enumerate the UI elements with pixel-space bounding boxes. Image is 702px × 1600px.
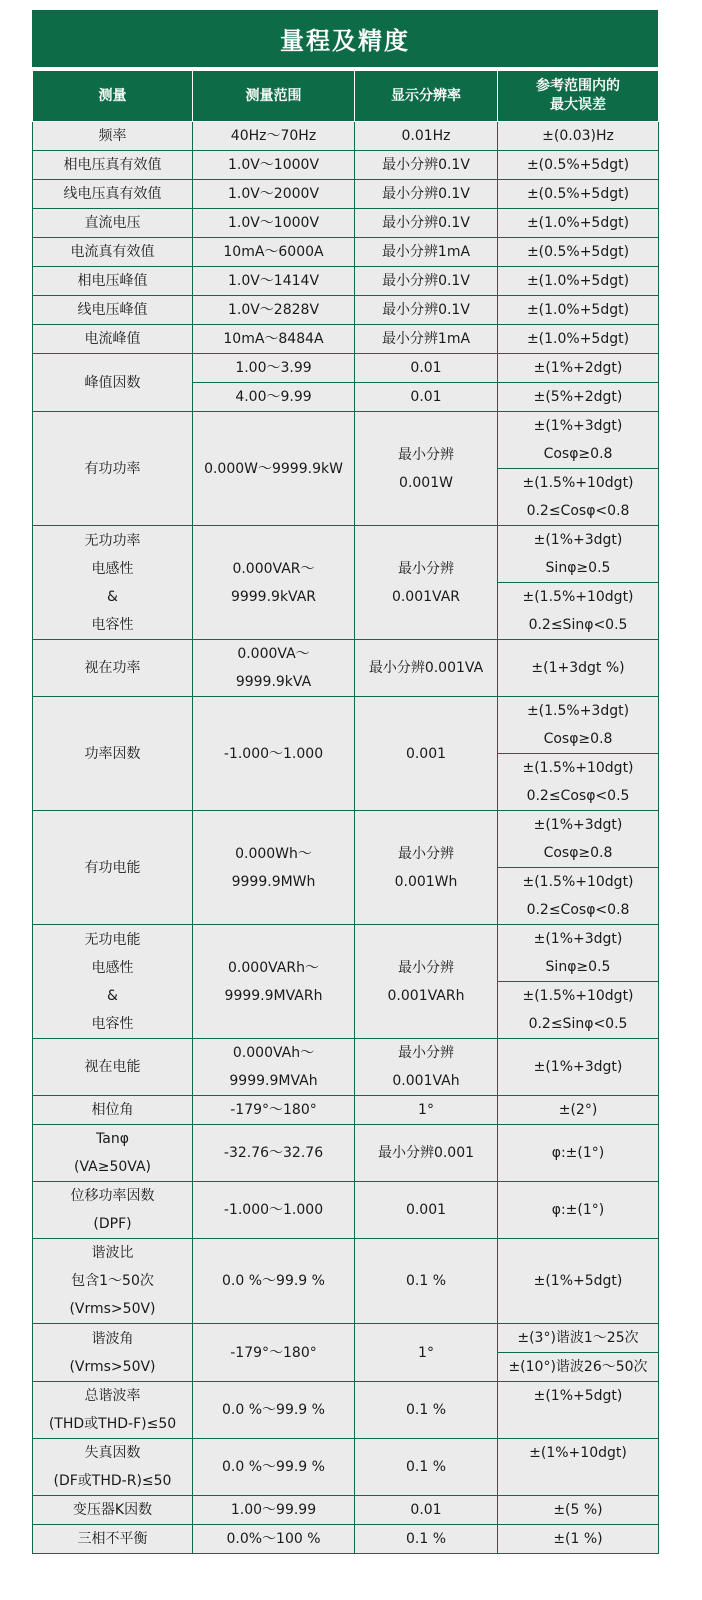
- resolution-cell: [355, 151, 498, 180]
- resolution-cell: [355, 925, 498, 1039]
- measurement-cell: [33, 1439, 193, 1496]
- resolution-cell: [355, 1439, 498, 1496]
- resolution-cell: [355, 1039, 498, 1096]
- cell-text: 0.001W: [399, 474, 453, 491]
- cell-text: 包含1～50次: [71, 1273, 154, 1289]
- range-cell: [193, 1525, 355, 1554]
- cell-text: ±(1.5%+10dgt): [522, 760, 634, 776]
- measurement-cell: [33, 697, 193, 811]
- cell-text: ±(1.5%+10dgt): [522, 988, 634, 1004]
- cell-text: 9999.9MWh: [231, 873, 316, 890]
- cell-text: ±(1.5%+10dgt): [522, 475, 634, 491]
- header-label: 显示分辨率: [391, 87, 461, 104]
- cell-text: Cosφ≥0.8: [543, 845, 613, 861]
- error-cell: [498, 811, 659, 868]
- error-cell: [498, 325, 659, 354]
- cell-text: 9999.9kVAR: [230, 588, 317, 605]
- cell-text: ±(0.5%+5dgt): [526, 186, 630, 202]
- table-row: [33, 1096, 659, 1125]
- table-row: [33, 1239, 659, 1324]
- cell-text: 视在功率: [84, 660, 141, 676]
- cell-text: 相电压峰值: [77, 273, 148, 289]
- table-row: [33, 1125, 659, 1182]
- cell-text: ±(1 %): [553, 1531, 603, 1547]
- cell-text: 0.1 %: [405, 1459, 447, 1475]
- cell-text: ±(2°): [558, 1102, 598, 1118]
- cell-text: 电感性: [91, 560, 134, 577]
- cell-text: (DPF): [93, 1216, 132, 1232]
- cell-text: 1.00～3.99: [235, 360, 312, 376]
- cell-text: 0.000VA～: [237, 646, 310, 662]
- cell-text: 0.2≤Sinφ<0.5: [528, 1016, 628, 1032]
- cell-text: 0.001VAR: [391, 588, 461, 605]
- header-range: [193, 71, 355, 122]
- cell-text: 1.0V～1414V: [227, 273, 320, 289]
- error-cell: [498, 296, 659, 325]
- measurement-cell: [33, 180, 193, 209]
- cell-text: 1.0V～2000V: [227, 186, 320, 202]
- cell-text: 0.2≤Cosφ<0.8: [526, 902, 630, 918]
- error-cell: [498, 209, 659, 238]
- cell-text: 9999.9MVAh: [229, 1073, 318, 1089]
- table-row: [33, 1039, 659, 1096]
- resolution-cell: [355, 122, 498, 151]
- cell-text: 谐波角: [91, 1330, 134, 1347]
- error-cell: [498, 925, 659, 982]
- resolution-cell: [355, 1096, 498, 1125]
- cell-text: 1.0V～2828V: [227, 302, 320, 318]
- cell-text: 线电压峰值: [77, 302, 148, 318]
- cell-text: 0.000VAh～: [232, 1045, 315, 1061]
- range-cell: [193, 1182, 355, 1239]
- cell-text: (DF或THD-R)≤50: [53, 1473, 172, 1489]
- cell-text: 最小分辨: [398, 845, 454, 862]
- page-title: 量程及精度: [32, 10, 658, 67]
- cell-text: 最小分辨: [398, 1045, 454, 1061]
- cell-text: 0.2≤Cosφ<0.8: [526, 503, 630, 519]
- cell-text: ±(10°)谐波26～50次: [508, 1359, 648, 1375]
- cell-text: 线电压真有效值: [63, 186, 162, 202]
- measurement-cell: [33, 526, 193, 640]
- cell-text: 0.001VAh: [392, 1073, 460, 1089]
- error-cell: [498, 1382, 659, 1439]
- table-row: [33, 209, 659, 238]
- range-cell: [193, 1324, 355, 1382]
- header-label: 参考范围内的: [536, 78, 620, 94]
- range-cell: [193, 122, 355, 151]
- measurement-cell: [33, 925, 193, 1039]
- cell-text: 相电压真有效值: [63, 157, 162, 173]
- cell-text: [501, 1467, 655, 1495]
- range-cell: [193, 412, 355, 526]
- error-cell: [498, 1353, 659, 1382]
- cell-text: Sinφ≥0.5: [545, 560, 611, 576]
- table-row: [33, 151, 659, 180]
- measurement-cell: [33, 238, 193, 267]
- cell-text: ±(1.0%+5dgt): [526, 273, 630, 289]
- cell-text: 功率因数: [84, 745, 141, 762]
- measurement-cell: [33, 640, 193, 697]
- range-cell: [193, 325, 355, 354]
- range-cell: [193, 1382, 355, 1439]
- range-cell: [193, 151, 355, 180]
- cell-text: 视在电能: [84, 1059, 141, 1075]
- header-row: [33, 71, 659, 122]
- cell-text: ±(1.0%+5dgt): [526, 215, 630, 231]
- resolution-cell: [355, 412, 498, 526]
- cell-text: 最小分辨0.1V: [382, 186, 470, 202]
- range-cell: [193, 811, 355, 925]
- range-cell: [193, 697, 355, 811]
- error-cell: [498, 526, 659, 583]
- range-cell: [193, 383, 355, 412]
- header-resolution: [355, 71, 498, 122]
- cell-text: 0.001VARh: [387, 987, 465, 1004]
- cell-text: -1.000～1.000: [223, 745, 324, 762]
- cell-text: 有功功率: [84, 460, 141, 477]
- cell-text: 9999.9MVARh: [224, 987, 323, 1004]
- cell-text: 有功电能: [84, 859, 141, 876]
- error-cell: [498, 1439, 659, 1496]
- cell-text: ±(1%+3dgt): [533, 931, 623, 947]
- cell-text: 相位角: [91, 1102, 134, 1118]
- cell-text: 总谐波率: [84, 1388, 141, 1404]
- header-label: 测量范围: [245, 87, 302, 104]
- resolution-cell: [355, 1125, 498, 1182]
- cell-text: 0.001: [405, 1202, 447, 1218]
- table-row: [33, 354, 659, 383]
- cell-text: ±(1%+5dgt): [533, 1388, 623, 1404]
- cell-text: 1.00～99.99: [230, 1502, 317, 1518]
- table-row: [33, 180, 659, 209]
- range-cell: [193, 1125, 355, 1182]
- measurement-cell: [33, 151, 193, 180]
- error-cell: [498, 1096, 659, 1125]
- error-cell: [498, 151, 659, 180]
- header-max-error: [498, 71, 659, 122]
- error-cell: [498, 180, 659, 209]
- cell-text: Cosφ≥0.8: [543, 446, 613, 462]
- cell-text: ±(1%+3dgt): [533, 532, 623, 548]
- cell-text: 0.000W～9999.9kW: [204, 460, 343, 477]
- error-cell: [498, 1239, 659, 1324]
- cell-text: 10mA～8484A: [223, 331, 324, 347]
- cell-text: 无功电能: [84, 931, 141, 948]
- cell-text: 0.1 %: [405, 1273, 447, 1289]
- error-cell: [498, 469, 659, 526]
- resolution-cell: [355, 267, 498, 296]
- error-cell: [498, 412, 659, 469]
- range-cell: [193, 925, 355, 1039]
- cell-text: ±(1.5%+10dgt): [522, 589, 634, 605]
- cell-text: ±(1%+2dgt): [533, 360, 623, 376]
- table-row: [33, 296, 659, 325]
- resolution-cell: [355, 697, 498, 811]
- cell-text: 最小分辨0.001VA: [368, 660, 484, 676]
- resolution-cell: [355, 1382, 498, 1439]
- error-cell: [498, 1182, 659, 1239]
- cell-text: 频率: [98, 128, 127, 144]
- resolution-cell: [355, 1525, 498, 1554]
- range-cell: [193, 296, 355, 325]
- table-row: [33, 1182, 659, 1239]
- cell-text: (Vrms>50V): [69, 1358, 156, 1375]
- measurement-cell: [33, 122, 193, 151]
- cell-text: Tanφ: [96, 1131, 129, 1147]
- table-row: [33, 1439, 659, 1496]
- resolution-cell: [355, 811, 498, 925]
- cell-text: Sinφ≥0.5: [545, 959, 611, 975]
- error-cell: [498, 1324, 659, 1353]
- resolution-cell: [355, 1496, 498, 1525]
- cell-text: 0.001Wh: [394, 873, 458, 890]
- cell-text: 三相不平衡: [77, 1531, 148, 1547]
- table-row: [33, 526, 659, 583]
- cell-text: &: [107, 588, 118, 605]
- cell-text: -1.000～1.000: [223, 1202, 324, 1218]
- measurement-cell: [33, 1039, 193, 1096]
- resolution-cell: [355, 180, 498, 209]
- range-cell: [193, 238, 355, 267]
- cell-text: 最小分辨0.001: [377, 1145, 475, 1161]
- cell-text: ±(1%+3dgt): [533, 418, 623, 434]
- table-row: [33, 811, 659, 868]
- measurement-cell: [33, 1382, 193, 1439]
- table-row: [33, 1525, 659, 1554]
- error-cell: [498, 982, 659, 1039]
- error-cell: [498, 1496, 659, 1525]
- error-cell: [498, 868, 659, 925]
- range-cell: [193, 526, 355, 640]
- cell-text: 电容性: [91, 1015, 134, 1032]
- measurement-cell: [33, 209, 193, 238]
- cell-text: 直流电压: [84, 215, 141, 231]
- range-cell: [193, 354, 355, 383]
- cell-text: 最小分辨: [398, 959, 454, 976]
- cell-text: 电流真有效值: [70, 244, 155, 260]
- cell-text: 电流峰值: [84, 331, 141, 347]
- cell-text: 无功功率: [84, 532, 141, 549]
- cell-text: 电感性: [91, 959, 134, 976]
- cell-text: 峰值因数: [84, 374, 141, 391]
- cell-text: ±(1+3dgt %): [531, 660, 625, 676]
- cell-text: 1.0V～1000V: [227, 157, 320, 173]
- spec-sheet: [32, 10, 658, 1554]
- measurement-cell: [33, 1525, 193, 1554]
- cell-text: -32.76～32.76: [223, 1145, 324, 1161]
- cell-text: 1.0V～1000V: [227, 215, 320, 231]
- header-label: 测量: [98, 87, 127, 104]
- cell-text: 变压器K因数: [72, 1502, 153, 1518]
- table-row: [33, 1324, 659, 1353]
- table-row: [33, 325, 659, 354]
- cell-text: 最小分辨: [398, 560, 454, 577]
- cell-text: Cosφ≥0.8: [543, 731, 613, 747]
- cell-text: 谐波比: [91, 1245, 134, 1261]
- measurement-cell: [33, 811, 193, 925]
- cell-text: 0.0 %～99.9 %: [222, 1402, 325, 1418]
- measurement-cell: [33, 267, 193, 296]
- measurement-cell: [33, 1496, 193, 1525]
- cell-text: ±(5%+2dgt): [533, 389, 623, 405]
- cell-text: ±(1.0%+5dgt): [526, 302, 630, 318]
- measurement-cell: [33, 1239, 193, 1324]
- cell-text: 最小分辨1mA: [381, 331, 471, 347]
- cell-text: 1°: [418, 1344, 434, 1361]
- table-row: [33, 412, 659, 469]
- range-cell: [193, 1439, 355, 1496]
- cell-text: ±(1.5%+10dgt): [522, 874, 634, 890]
- measurement-cell: [33, 412, 193, 526]
- cell-text: (VA≥50VA): [74, 1159, 151, 1175]
- range-cell: [193, 1496, 355, 1525]
- cell-text: φ:±(1°): [551, 1145, 605, 1161]
- cell-text: [501, 1410, 655, 1438]
- cell-text: 0.2≤Sinφ<0.5: [528, 617, 628, 633]
- measurement-cell: [33, 296, 193, 325]
- resolution-cell: [355, 383, 498, 412]
- cell-text: ±(0.5%+5dgt): [526, 157, 630, 173]
- resolution-cell: [355, 209, 498, 238]
- cell-text: 最小分辨0.1V: [382, 302, 470, 318]
- cell-text: 0.01: [410, 1502, 442, 1518]
- cell-text: φ:±(1°): [551, 1202, 605, 1218]
- cell-text: (Vrms>50V): [69, 1301, 156, 1317]
- cell-text: ±(1.5%+3dgt): [526, 703, 630, 719]
- cell-text: 9999.9kVA: [235, 674, 312, 690]
- cell-text: ±(0.5%+5dgt): [526, 244, 630, 260]
- cell-text: 0.000VAR～: [232, 560, 315, 577]
- resolution-cell: [355, 1324, 498, 1382]
- header-label: 最大误差: [550, 97, 606, 113]
- cell-text: 10mA～6000A: [223, 244, 324, 260]
- error-cell: [498, 583, 659, 640]
- cell-text: 0.1 %: [405, 1531, 447, 1547]
- table-row: [33, 697, 659, 754]
- cell-text: 0.0%～100 %: [226, 1531, 321, 1547]
- cell-text: 0.0 %～99.9 %: [222, 1459, 325, 1475]
- measurement-cell: [33, 325, 193, 354]
- cell-text: 电容性: [91, 616, 134, 633]
- range-cell: [193, 1239, 355, 1324]
- error-cell: [498, 238, 659, 267]
- cell-text: 0.01: [410, 360, 442, 376]
- table-row: [33, 238, 659, 267]
- cell-text: 0.2≤Cosφ<0.5: [526, 788, 630, 804]
- cell-text: ±(1%+3dgt): [533, 1059, 623, 1075]
- cell-text: ±(5 %): [553, 1502, 603, 1518]
- table-row: [33, 267, 659, 296]
- cell-text: 最小分辨1mA: [381, 244, 471, 260]
- error-cell: [498, 1039, 659, 1096]
- cell-text: -179°～180°: [230, 1344, 317, 1361]
- resolution-cell: [355, 1239, 498, 1324]
- range-cell: [193, 267, 355, 296]
- cell-text: ±(1%+5dgt): [533, 1273, 623, 1289]
- cell-text: ±(1%+10dgt): [529, 1445, 627, 1461]
- resolution-cell: [355, 325, 498, 354]
- spec-table: [32, 70, 659, 1554]
- cell-text: 0.01: [410, 389, 442, 405]
- cell-text: 1°: [418, 1102, 434, 1118]
- header-measurement: [33, 71, 193, 122]
- error-cell: [498, 267, 659, 296]
- range-cell: [193, 180, 355, 209]
- resolution-cell: [355, 526, 498, 640]
- resolution-cell: [355, 238, 498, 267]
- cell-text: 0.000Wh～: [235, 845, 312, 862]
- range-cell: [193, 209, 355, 238]
- table-body: [33, 122, 659, 1554]
- resolution-cell: [355, 640, 498, 697]
- resolution-cell: [355, 1182, 498, 1239]
- cell-text: -179°～180°: [230, 1102, 317, 1118]
- measurement-cell: [33, 1324, 193, 1382]
- cell-text: (THD或THD-F)≤50: [48, 1416, 177, 1432]
- table-row: [33, 122, 659, 151]
- error-cell: [498, 640, 659, 697]
- error-cell: [498, 122, 659, 151]
- error-cell: [498, 354, 659, 383]
- cell-text: &: [107, 987, 118, 1004]
- cell-text: 最小分辨0.1V: [382, 215, 470, 231]
- cell-text: 0.001: [405, 745, 447, 762]
- resolution-cell: [355, 354, 498, 383]
- cell-text: 40Hz～70Hz: [230, 128, 317, 144]
- error-cell: [498, 697, 659, 754]
- cell-text: 0.0 %～99.9 %: [222, 1273, 325, 1289]
- table-row: [33, 640, 659, 697]
- cell-text: 失真因数: [84, 1445, 141, 1461]
- cell-text: ±(1%+3dgt): [533, 817, 623, 833]
- measurement-cell: [33, 1125, 193, 1182]
- cell-text: 最小分辨: [398, 446, 454, 463]
- error-cell: [498, 1525, 659, 1554]
- cell-text: ±(0.03)Hz: [542, 128, 614, 144]
- cell-text: 位移功率因数: [70, 1188, 155, 1204]
- table-header: [33, 71, 659, 122]
- cell-text: 0.1 %: [405, 1402, 447, 1418]
- table-row: [33, 1496, 659, 1525]
- error-cell: [498, 754, 659, 811]
- range-cell: [193, 1096, 355, 1125]
- cell-text: 最小分辨0.1V: [382, 273, 470, 289]
- cell-text: 4.00～9.99: [235, 389, 312, 405]
- resolution-cell: [355, 296, 498, 325]
- cell-text: ±(3°)谐波1～25次: [517, 1330, 639, 1346]
- measurement-cell: [33, 354, 193, 412]
- cell-text: 0.01Hz: [401, 128, 451, 144]
- measurement-cell: [33, 1182, 193, 1239]
- table-row: [33, 925, 659, 982]
- cell-text: 0.000VARh～: [228, 959, 319, 976]
- error-cell: [498, 383, 659, 412]
- cell-text: 最小分辨0.1V: [382, 157, 470, 173]
- cell-text: ±(1.0%+5dgt): [526, 331, 630, 347]
- error-cell: [498, 1125, 659, 1182]
- range-cell: [193, 640, 355, 697]
- table-row: [33, 1382, 659, 1439]
- measurement-cell: [33, 1096, 193, 1125]
- range-cell: [193, 1039, 355, 1096]
